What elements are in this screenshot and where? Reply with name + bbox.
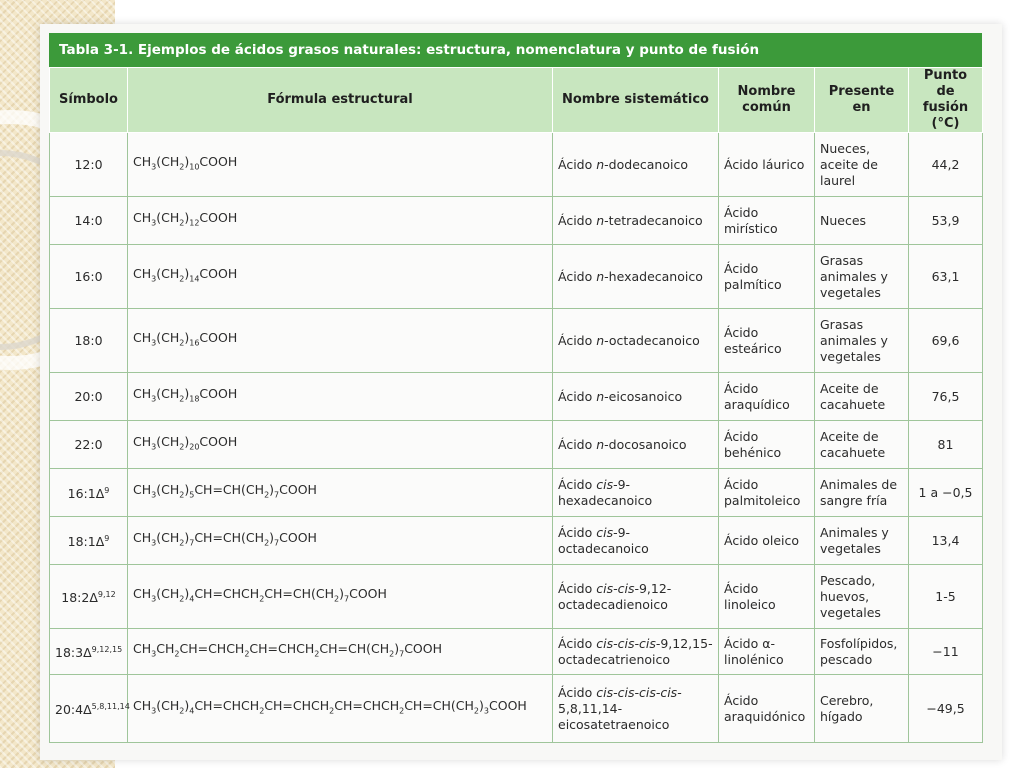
cell-fusion: 53,9 [909,197,983,245]
cell-sistematico: Ácido cis-cis-cis-9,12,15-octadecatrienoico [553,629,719,675]
cell-presente: Grasas animales y vegetales [815,245,909,309]
cell-simbolo: 18:0 [50,309,128,373]
table-row [50,629,983,675]
table-row [50,133,983,197]
cell-sistematico: Ácido cis-9-hexadecanoico [553,469,719,517]
cell-comun: Ácido α-linolénico [719,629,815,675]
cell-presente: Cerebro, hígado [815,675,909,743]
cell-presente: Fosfolípidos, pescado [815,629,909,675]
header-presente: Presente en [815,68,909,133]
cell-fusion: 69,6 [909,309,983,373]
table-row [50,469,983,517]
cell-simbolo: $18:1\Delta^9$ [50,517,128,565]
cell-fusion: −11 [909,629,983,675]
cell-simbolo: 12:0 [50,133,128,197]
cell-presente: Animales y vegetales [815,517,909,565]
header-simbolo: Símbolo [50,68,128,133]
cell-sistematico: Ácido n-docosanoico [553,421,719,469]
cell-formula: $CH_3(CH_2)_{16}COOH$ [128,309,553,373]
cell-fusion: 81 [909,421,983,469]
cell-sistematico: Ácido n-eicosanoico [553,373,719,421]
cell-formula: $CH_3(CH_2)_{14}COOH$ [128,245,553,309]
cell-comun: Ácido esteárico [719,309,815,373]
cell-sistematico: Ácido cis-cis-9,12-octadecadienoico [553,565,719,629]
table-row [50,421,983,469]
cell-presente: Aceite de cacahuete [815,421,909,469]
cell-formula: $CH_3(CH_2)_5CH=CH(CH_2)_7COOH$ [128,469,553,517]
header-formula: Fórmula estructural [128,68,553,133]
cell-simbolo: $20:4\Delta^{5,8,11,14}$ [50,675,128,743]
cell-sistematico: Ácido n-octadecanoico [553,309,719,373]
cell-comun: Ácido araquídico [719,373,815,421]
cell-simbolo: $16:1\Delta^9$ [50,469,128,517]
cell-comun: Ácido araquidónico [719,675,815,743]
cell-comun: Ácido palmitoleico [719,469,815,517]
cell-comun: Ácido linoleico [719,565,815,629]
cell-simbolo: $18:3\Delta^{9,12,15}$ [50,629,128,675]
cell-presente: Aceite de cacahuete [815,373,909,421]
cell-sistematico: Ácido cis-9-octadecanoico [553,517,719,565]
cell-fusion: 63,1 [909,245,983,309]
cell-presente: Nueces [815,197,909,245]
cell-presente: Pescado, huevos, vegetales [815,565,909,629]
header-fusion: Punto de fusión (°C) [909,68,983,133]
cell-sistematico: Ácido n-tetradecanoico [553,197,719,245]
table-row [50,565,983,629]
fatty-acids-table [49,67,983,743]
cell-formula: $CH_3(CH_2)_4CH=CHCH_2CH=CHCH_2CH=CHCH_2CH=CH(CH_2)_3COOH$ [128,675,553,743]
cell-fusion: 44,2 [909,133,983,197]
cell-sistematico: Ácido cis-cis-cis-cis-5,8,11,14-eicosatetraenoico [553,675,719,743]
cell-formula: $CH_3(CH_2)_{10}COOH$ [128,133,553,197]
cell-simbolo: 22:0 [50,421,128,469]
cell-fusion: −49,5 [909,675,983,743]
table-row [50,197,983,245]
cell-fusion: 1-5 [909,565,983,629]
cell-presente: Animales de sangre fría [815,469,909,517]
cell-presente: Nueces, aceite de laurel [815,133,909,197]
header-sistematico: Nombre sistemático [553,68,719,133]
cell-sistematico: Ácido n-hexadecanoico [553,245,719,309]
table-row [50,517,983,565]
table-title: Tabla 3-1. Ejemplos de ácidos grasos naturales: estructura, nomenclatura y punto de fusión [49,33,982,67]
header-row [50,68,983,133]
cell-formula: $CH_3(CH_2)_{18}COOH$ [128,373,553,421]
table-row [50,309,983,373]
cell-simbolo: 14:0 [50,197,128,245]
header-comun: Nombre común [719,68,815,133]
cell-simbolo: 20:0 [50,373,128,421]
table-row [50,245,983,309]
table-row [50,373,983,421]
cell-comun: Ácido láurico [719,133,815,197]
table-body [50,133,983,743]
cell-formula: $CH_3(CH_2)_7CH=CH(CH_2)_7COOH$ [128,517,553,565]
cell-fusion: 1 a −0,5 [909,469,983,517]
cell-simbolo: 16:0 [50,245,128,309]
cell-presente: Grasas animales y vegetales [815,309,909,373]
cell-formula: $CH_3(CH_2)_{12}COOH$ [128,197,553,245]
cell-comun: Ácido oleico [719,517,815,565]
cell-formula: $CH_3(CH_2)_4CH=CHCH_2CH=CH(CH_2)_7COOH$ [128,565,553,629]
cell-comun: Ácido mirístico [719,197,815,245]
cell-formula: $CH_3CH_2CH=CHCH_2CH=CHCH_2CH=CH(CH_2)_7COOH$ [128,629,553,675]
cell-sistematico: Ácido n-dodecanoico [553,133,719,197]
cell-comun: Ácido behénico [719,421,815,469]
cell-fusion: 13,4 [909,517,983,565]
cell-simbolo: $18:2\Delta^{9,12}$ [50,565,128,629]
cell-fusion: 76,5 [909,373,983,421]
table-row [50,675,983,743]
cell-formula: $CH_3(CH_2)_{20}COOH$ [128,421,553,469]
cell-comun: Ácido palmítico [719,245,815,309]
